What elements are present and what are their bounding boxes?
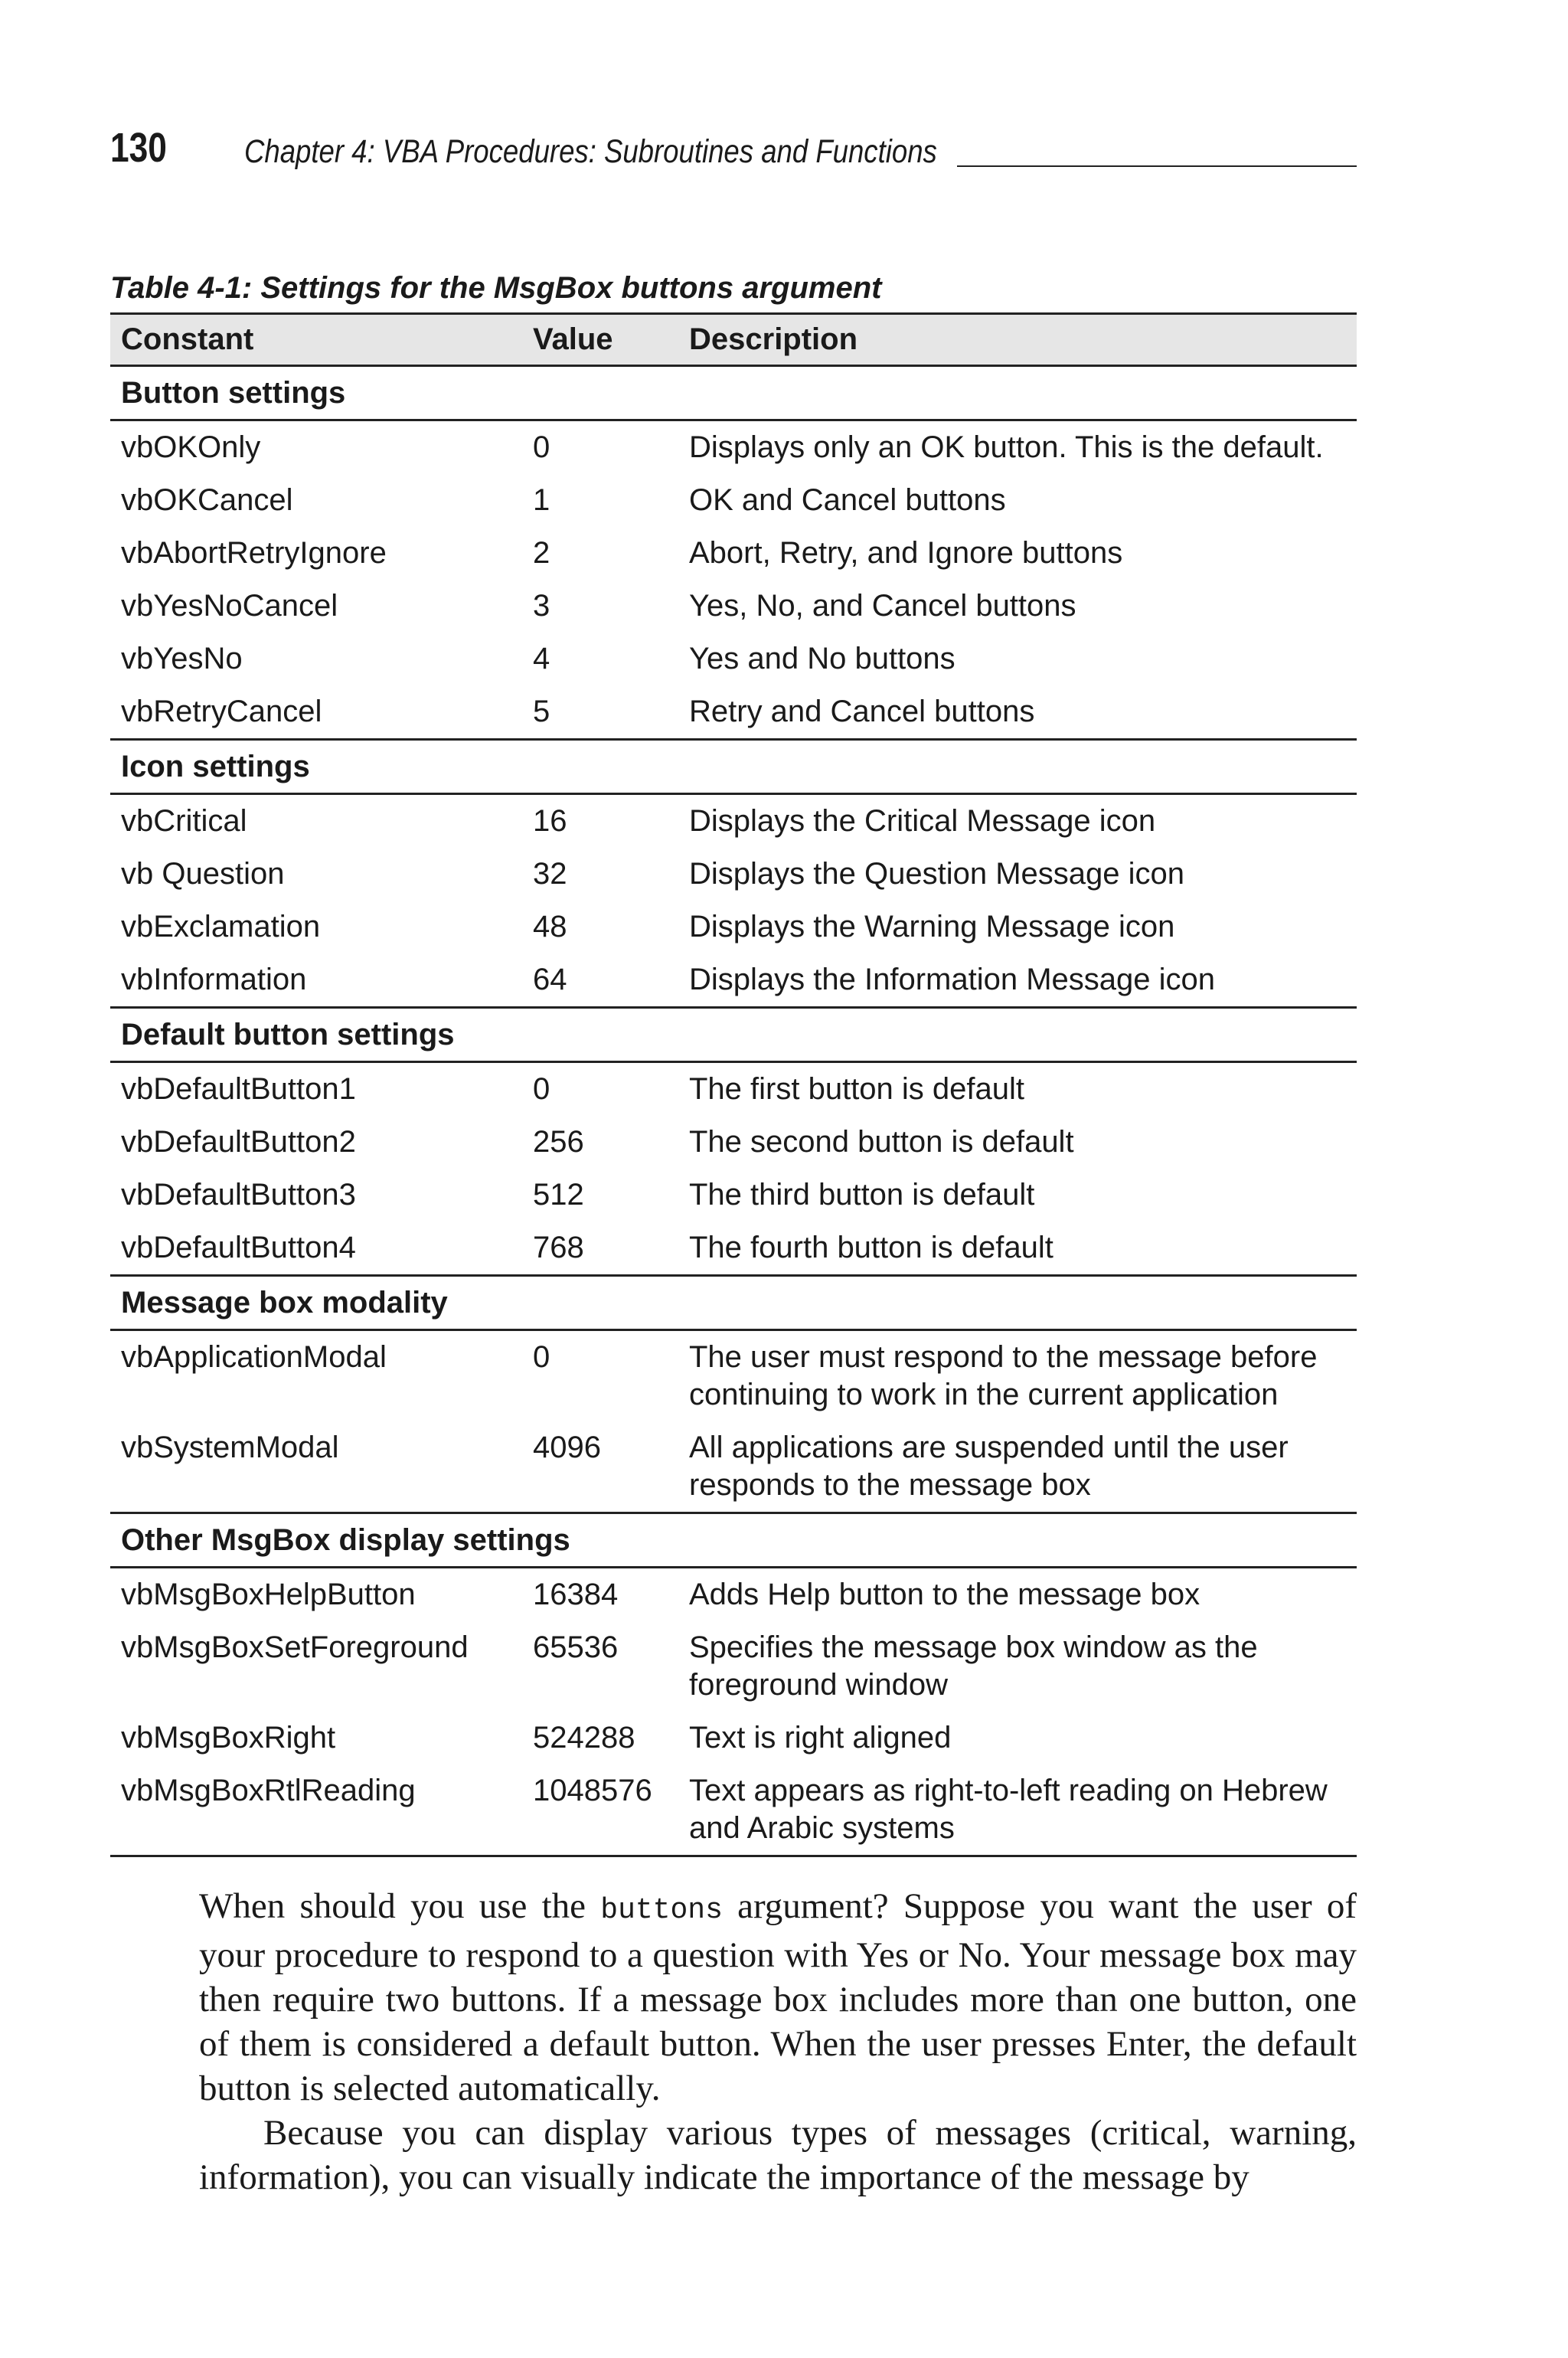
description-cell: Text is right aligned xyxy=(689,1721,952,1755)
description-cell: The user must respond to the message before continuing to work in the current application xyxy=(689,1340,1318,1411)
section-title: Default button settings xyxy=(110,1008,1357,1062)
description-cell: The third button is default xyxy=(689,1178,1035,1212)
paragraph-text: When should you use the xyxy=(199,1886,601,1926)
value-cell: 4096 xyxy=(522,1421,678,1513)
table-row xyxy=(110,1621,1357,1712)
value-cell: 1 xyxy=(533,483,550,517)
constant-cell: vbYesNoCancel xyxy=(121,589,338,623)
constant-cell: vbDefaultButton1 xyxy=(121,1072,356,1106)
description-cell: Displays the Warning Message icon xyxy=(689,910,1175,944)
table-row xyxy=(110,685,1357,740)
value-cell: 0 xyxy=(533,1340,550,1374)
value-cell: 256 xyxy=(533,1125,584,1159)
table-row xyxy=(110,794,1357,849)
constant-cell: vbYesNo xyxy=(121,642,243,675)
description-cell: Abort, Retry, and Ignore buttons xyxy=(689,536,1123,570)
table-header-row xyxy=(110,314,1357,366)
table-caption: Table 4-1: Settings for the MsgBox buttons argument xyxy=(110,271,882,305)
description-cell: The first button is default xyxy=(689,1072,1025,1106)
chapter-title: Chapter 4: VBA Procedures: Subroutines and Functions xyxy=(244,133,937,170)
description-cell: The second button is default xyxy=(689,1125,1074,1159)
constant-cell: vbInformation xyxy=(110,953,522,1008)
table-row xyxy=(110,420,1357,475)
value-cell: 0 xyxy=(533,1072,550,1106)
value-cell: 524288 xyxy=(533,1721,635,1755)
description-cell: All applications are suspended until the user responds to the message box xyxy=(678,1421,1357,1513)
value-cell: 768 xyxy=(522,1222,678,1276)
description-cell: Displays only an OK button. This is the default. xyxy=(689,430,1324,464)
value-cell: 0 xyxy=(533,430,550,464)
value-cell: 16384 xyxy=(533,1578,619,1611)
description-cell: The fourth button is default xyxy=(678,1222,1357,1276)
constant-cell: vbMsgBoxHelpButton xyxy=(121,1578,416,1611)
value-cell: 65536 xyxy=(533,1630,619,1664)
value-cell: 5 xyxy=(522,685,678,740)
table-row xyxy=(110,1568,1357,1622)
constant-cell: vbExclamation xyxy=(121,910,321,944)
table-row xyxy=(110,1169,1357,1222)
table-row xyxy=(110,953,1357,1008)
value-cell: 4 xyxy=(533,642,550,675)
section-title: Icon settings xyxy=(110,740,1357,794)
section-title: Message box modality xyxy=(110,1276,1357,1330)
table-row xyxy=(110,580,1357,633)
description-cell: Displays the Question Message icon xyxy=(689,857,1184,891)
column-header-value: Value xyxy=(522,314,678,366)
value-cell: 32 xyxy=(533,857,567,891)
value-cell: 1048576 xyxy=(522,1764,678,1856)
table-row xyxy=(110,527,1357,580)
constant-cell: vbRetryCancel xyxy=(110,685,522,740)
table-row xyxy=(110,1222,1357,1276)
constant-cell: vbDefaultButton2 xyxy=(121,1125,356,1159)
section-header-row xyxy=(110,1513,1357,1568)
table-row xyxy=(110,848,1357,901)
constant-cell: vbDefaultButton3 xyxy=(121,1178,356,1212)
description-cell: Specifies the message box window as the foreground window xyxy=(689,1630,1258,1702)
section-header-row xyxy=(110,1276,1357,1330)
description-cell: OK and Cancel buttons xyxy=(689,483,1006,517)
section-header-row xyxy=(110,740,1357,794)
constant-cell: vbSystemModal xyxy=(110,1421,522,1513)
constant-cell: vbOKCancel xyxy=(121,483,293,517)
value-cell: 48 xyxy=(533,910,567,944)
constant-cell: vbMsgBoxRight xyxy=(121,1721,336,1755)
description-cell: Retry and Cancel buttons xyxy=(678,685,1357,740)
paragraph-text: argument? Suppose you want the user of your procedure to respond to a question with Yes or No. Your message box may then require two buttons. If a message box includes more than one button, one of them is considered a default button. When the user presses Enter, the default button is selected automatically. xyxy=(199,1886,1357,2108)
settings-table xyxy=(110,312,1357,1857)
description-cell: Displays the Information Message icon xyxy=(678,953,1357,1008)
inline-code: buttons xyxy=(600,1894,723,1927)
section-title: Other MsgBox display settings xyxy=(110,1513,1357,1568)
description-cell: Yes and No buttons xyxy=(689,642,956,675)
constant-cell: vbMsgBoxRtlReading xyxy=(110,1764,522,1856)
value-cell: 16 xyxy=(533,804,567,838)
column-header-constant: Constant xyxy=(110,314,522,366)
constant-cell: vb Question xyxy=(121,857,285,891)
constant-cell: vbAbortRetryIgnore xyxy=(121,536,387,570)
table-row xyxy=(110,1712,1357,1764)
constant-cell: vbMsgBoxSetForeground xyxy=(121,1630,469,1664)
table-row xyxy=(110,1116,1357,1169)
body-paragraph: Because you can display various types of messages (critical, warning, information), you can visually indicate the importance of the message by xyxy=(199,2113,1357,2197)
body-text xyxy=(199,1884,1357,2199)
section-title: Button settings xyxy=(110,366,1357,420)
body-paragraph xyxy=(199,1884,1357,2111)
table-row xyxy=(110,1062,1357,1117)
constant-cell: vbCritical xyxy=(121,804,247,838)
section-header-row xyxy=(110,1008,1357,1062)
page-number: 130 xyxy=(110,125,167,171)
table-row xyxy=(110,633,1357,685)
description-cell: Text appears as right-to-left reading on Hebrew and Arabic systems xyxy=(678,1764,1357,1856)
table-row xyxy=(110,1330,1357,1422)
header-rule xyxy=(957,165,1357,167)
constant-cell: vbOKOnly xyxy=(121,430,261,464)
page-header xyxy=(110,121,1357,175)
description-cell: Yes, No, and Cancel buttons xyxy=(689,589,1076,623)
table-row xyxy=(110,1764,1357,1856)
value-cell: 64 xyxy=(522,953,678,1008)
constant-cell: vbDefaultButton4 xyxy=(110,1222,522,1276)
section-header-row xyxy=(110,366,1357,420)
value-cell: 3 xyxy=(533,589,550,623)
constant-cell: vbApplicationModal xyxy=(121,1340,387,1374)
table-row xyxy=(110,901,1357,953)
column-header-description: Description xyxy=(678,314,1357,366)
description-cell: Displays the Critical Message icon xyxy=(689,804,1156,838)
table-row xyxy=(110,1421,1357,1513)
table-row xyxy=(110,474,1357,527)
description-cell: Adds Help button to the message box xyxy=(689,1578,1200,1611)
table-body xyxy=(110,366,1357,1856)
value-cell: 2 xyxy=(533,536,550,570)
value-cell: 512 xyxy=(533,1178,584,1212)
